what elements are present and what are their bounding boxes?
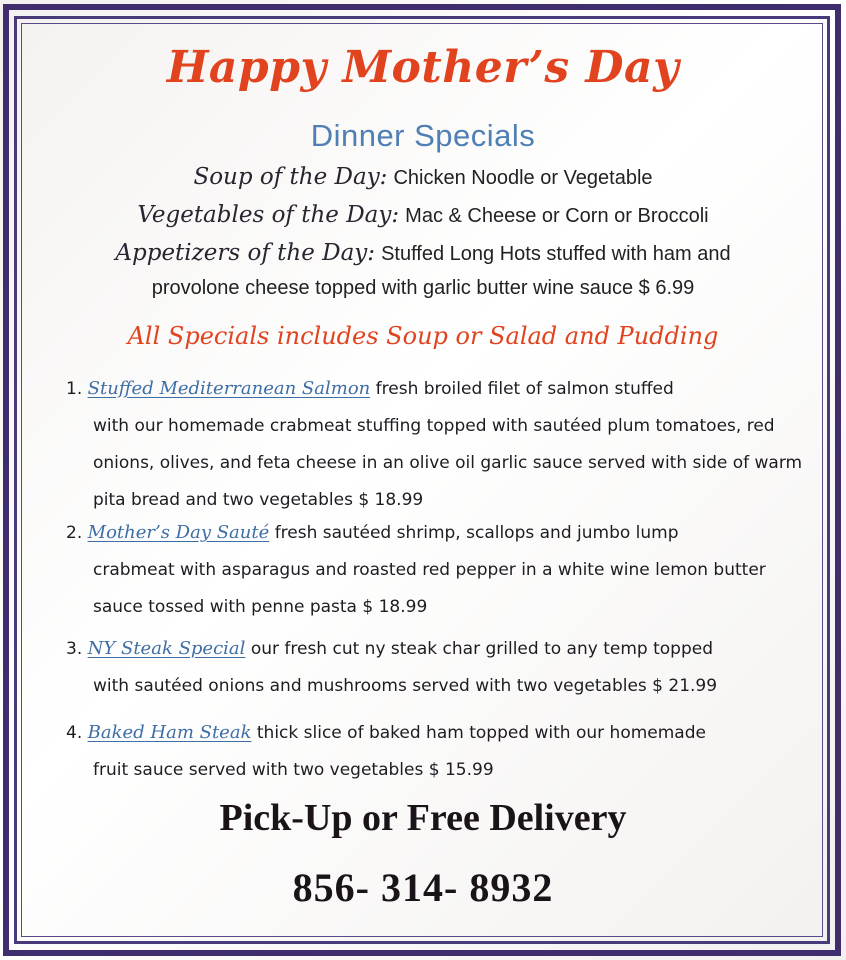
special-number: 1.: [66, 379, 83, 399]
soup-label: Soup of the Day:: [193, 164, 388, 190]
special-item: [66, 630, 806, 705]
special-desc-rest: crabmeat with asparagus and roasted red pepper in a white wine lemon butter sauce tossed with penne pasta $ 18.99: [93, 560, 766, 617]
special-number: 2.: [66, 523, 83, 543]
special-number: 4.: [66, 723, 83, 743]
appetizers-text: Stuffed Long Hots stuffed with ham and: [381, 243, 731, 265]
flyer-title: Happy Mother’s Day: [166, 42, 680, 93]
special-desc-rest: with our homemade crabmeat stuffing topped with sautéed plum tomatoes, red onions, olives, and feta cheese in an olive oil garlic sauce served with side of warm pita bread and two vegetables $ 18.99: [93, 416, 803, 510]
appetizers-of-the-day: [28, 240, 818, 266]
soup-text: Chicken Noodle or Vegetable: [393, 167, 653, 189]
special-desc-rest: with sautéed onions and mushrooms served with two vegetables $ 21.99: [93, 676, 718, 696]
special-desc-rest: fruit sauce served with two vegetables $ 15.99: [93, 760, 494, 780]
includes-note: All Specials includes Soup or Salad and Pudding: [127, 322, 719, 350]
appetizers-text-continued: provolone cheese topped with garlic butter wine sauce $ 6.99: [151, 277, 695, 299]
flyer-subtitle: Dinner Specials: [310, 118, 536, 153]
phone-number: 856- 314- 8932: [292, 865, 554, 910]
special-name: Stuffed Mediterranean Salmon: [87, 378, 371, 399]
special-name: Mother’s Day Sauté: [87, 522, 270, 543]
special-item: [66, 714, 806, 789]
flyer-content: [28, 30, 818, 930]
soup-of-the-day: [28, 164, 818, 190]
special-name: Baked Ham Steak: [87, 722, 252, 743]
special-desc-first: thick slice of baked ham topped with our homemade: [256, 723, 706, 743]
special-desc-first: fresh sautéed shrimp, scallops and jumbo lump: [274, 523, 679, 543]
special-name: NY Steak Special: [87, 638, 246, 659]
vegetables-of-the-day: [28, 202, 818, 228]
special-item: [66, 370, 806, 519]
vegetables-label: Vegetables of the Day:: [137, 202, 400, 228]
pickup-delivery-heading: Pick-Up or Free Delivery: [219, 797, 627, 839]
appetizers-label: Appetizers of the Day:: [115, 240, 376, 266]
special-desc-first: our fresh cut ny steak char grilled to any temp topped: [250, 639, 713, 659]
special-number: 3.: [66, 639, 83, 659]
vegetables-text: Mac & Cheese or Corn or Broccoli: [405, 205, 709, 227]
special-item: [66, 514, 806, 626]
special-desc-first: fresh broiled filet of salmon stuffed: [375, 379, 674, 399]
